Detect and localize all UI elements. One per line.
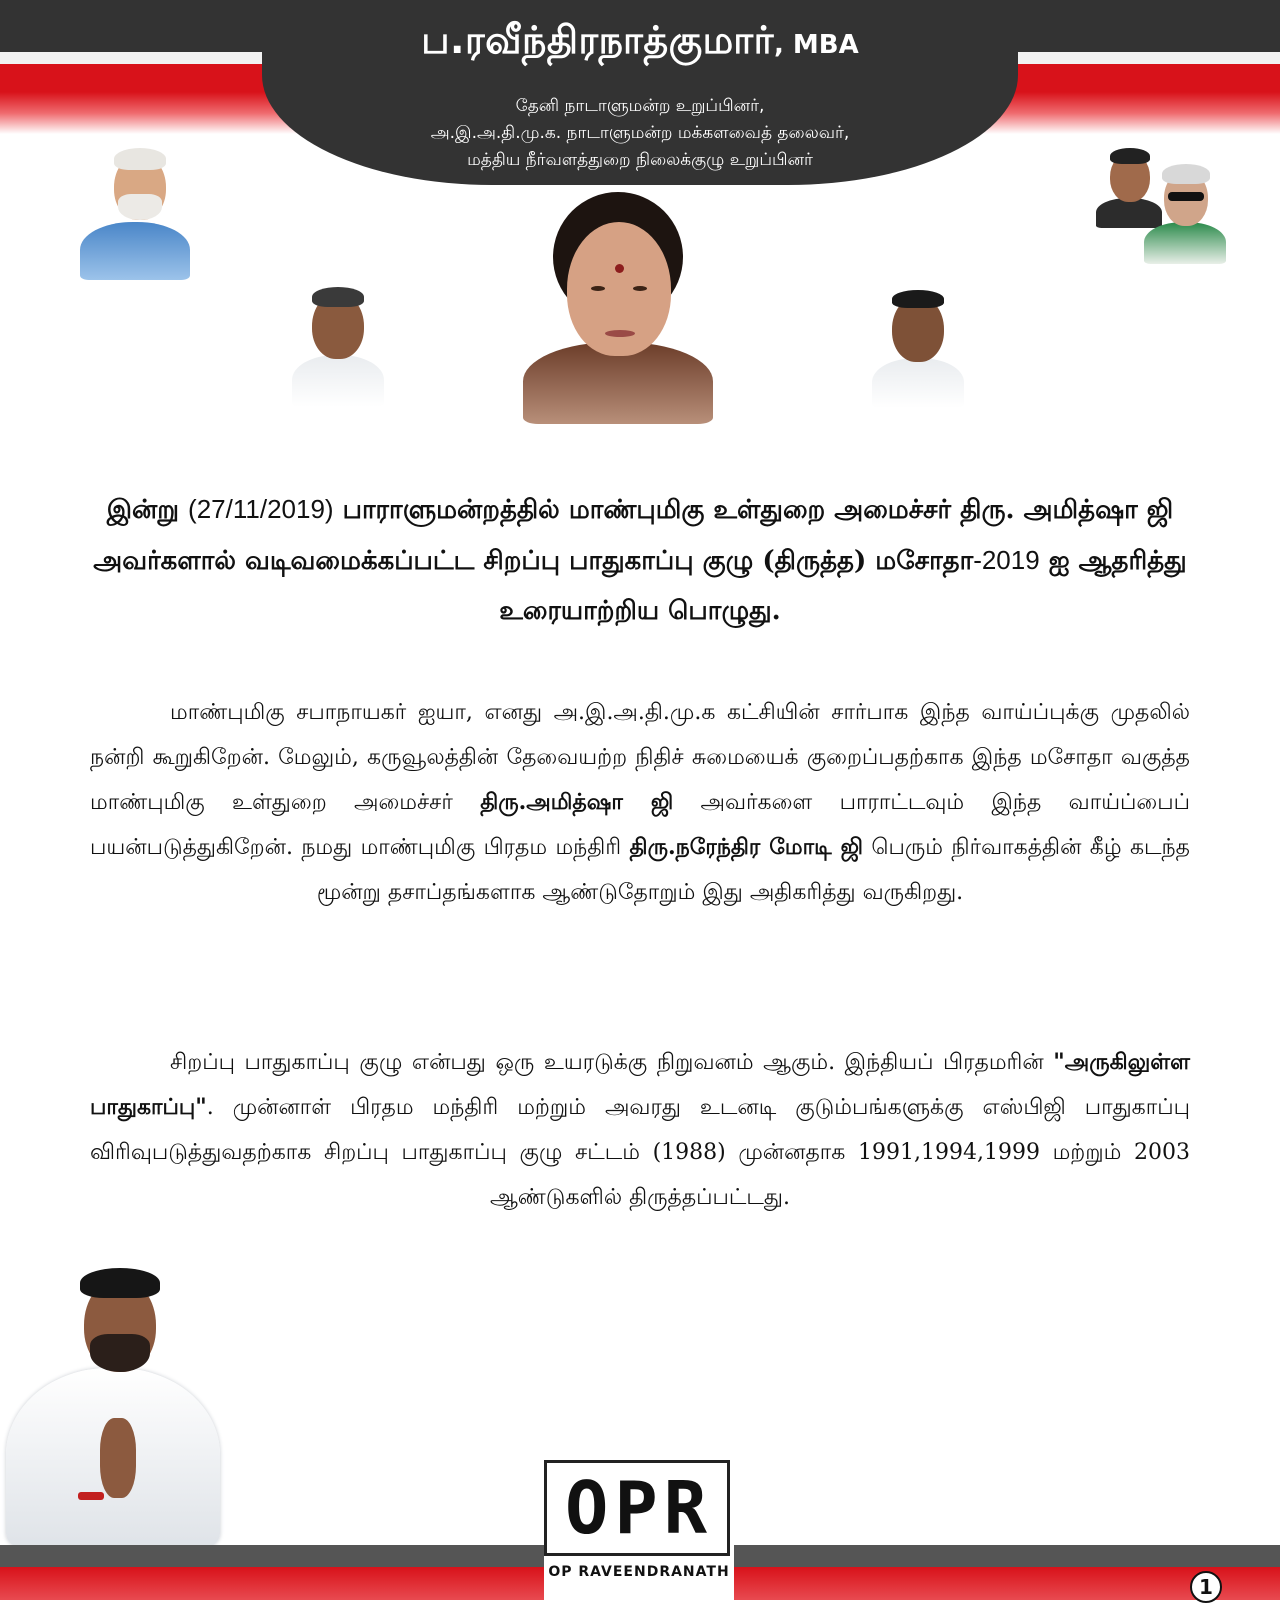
portrait-bottom-left xyxy=(0,1268,230,1548)
page-title xyxy=(262,18,1018,68)
paragraph-2-bold-1: "அருகிலுள்ள பாதுகாப்பு" xyxy=(90,1049,1190,1120)
paragraph-2-part-1: சிறப்பு பாதுகாப்பு குழு என்பது ஒரு உயரடுக்கு நிறுவனம் ஆகும். இந்தியப் பிரதமரின் xyxy=(170,1050,1044,1075)
paragraph-1-part-1: மாண்புமிகு சபாநாயகர் ஐயா, எனது அ.இ.அ.தி.மு.க கட்சியின் சார்பாக இந்த வாய்ப்புக்கு முதலில் நன்றி கூறுகிறேன். மேலும், கருவூலத்தின் தேவையற்ற நிதிச் சுமையைக் குறைப்பதற்காக இந்த மசோதா வகுத்த மாண்புமிகு உள்துறை அமைச்சர் xyxy=(90,700,1190,815)
paragraph-1-bold-1: திரு.அமித்ஷா ஜி xyxy=(480,789,674,815)
portrait-center xyxy=(515,192,720,424)
paragraph-2-part-2: . முன்னாள் பிரதம மந்திரி மற்றும் அவரது உடனடி குடும்பங்களுக்கு எஸ்பிஜி பாதுகாப்பு விரிவுபடுத்துவதற்காக சிறப்பு பாதுகாப்பு குழு சட்டம் (1988) முன்னதாக 1991,1994,1999 மற்றும் 2003 ஆண்டுகளில் திருத்தப்பட்டது. xyxy=(90,1095,1190,1210)
subtitle-line-1: தேனி நாடாளுமன்ற உறுப்பினர், xyxy=(515,96,765,116)
paragraph-1-part-2: அவர்களை பாராட்டவும் இந்த வாய்ப்பைப் பயன்படுத்துகிறேன். நமது மாண்புமிகு பிரதம மந்திரி xyxy=(90,790,1190,860)
logo-mark: OPR xyxy=(564,1466,714,1550)
headline-date: (27/11/2019) xyxy=(188,494,334,524)
title-name: ப.ரவீந்திரநாத்குமார் xyxy=(421,18,774,62)
title-plate xyxy=(262,0,1018,185)
headline-lead: இன்று xyxy=(106,495,179,525)
headline xyxy=(90,484,1190,636)
portrait-left xyxy=(288,285,388,407)
headline-body: பாராளுமன்றத்தில் மாண்புமிகு உள்துறை அமைச்சர் திரு. அமித்ஷா ஜி அவர்களால் வடிவமைக்கப்பட்ட சிறப்பு பாதுகாப்பு குழு (திருத்த) மசோதா xyxy=(93,495,1174,576)
paragraph-1 xyxy=(90,690,1190,915)
portrait-top-right-2 xyxy=(1140,164,1230,264)
subtitle-line-2: அ.இ.அ.தி.மு.க. நாடாளுமன்ற மக்களவைத் தலைவர், xyxy=(430,123,850,143)
page-number-badge: 1 xyxy=(1190,1571,1222,1603)
paragraph-1-part-3: பெரும் நிர்வாகத்தின் கீழ் கடந்த மூன்று தசாப்தங்களாக ஆண்டுதோறும் இது அதிகரித்து வருகிறது. xyxy=(316,835,1190,905)
portrait-top-left xyxy=(70,140,200,280)
opr-logo xyxy=(544,1460,734,1580)
headline-tail: ஐ ஆதரித்து உரையாற்றிய பொழுது. xyxy=(499,546,1187,626)
paragraph-2 xyxy=(90,1040,1190,1220)
headline-year: -2019 xyxy=(973,545,1040,575)
logo-caption: OP RAVEENDRANATH xyxy=(548,1564,730,1580)
portrait-right xyxy=(868,290,968,408)
subtitle-line-3: மத்திய நீர்வளத்துறை நிலைக்குழு உறுப்பினர் xyxy=(467,150,813,170)
title-suffix: , MBA xyxy=(773,30,859,60)
paragraph-1-bold-2: திரு.நரேந்திர மோடி ஜி xyxy=(629,834,864,860)
